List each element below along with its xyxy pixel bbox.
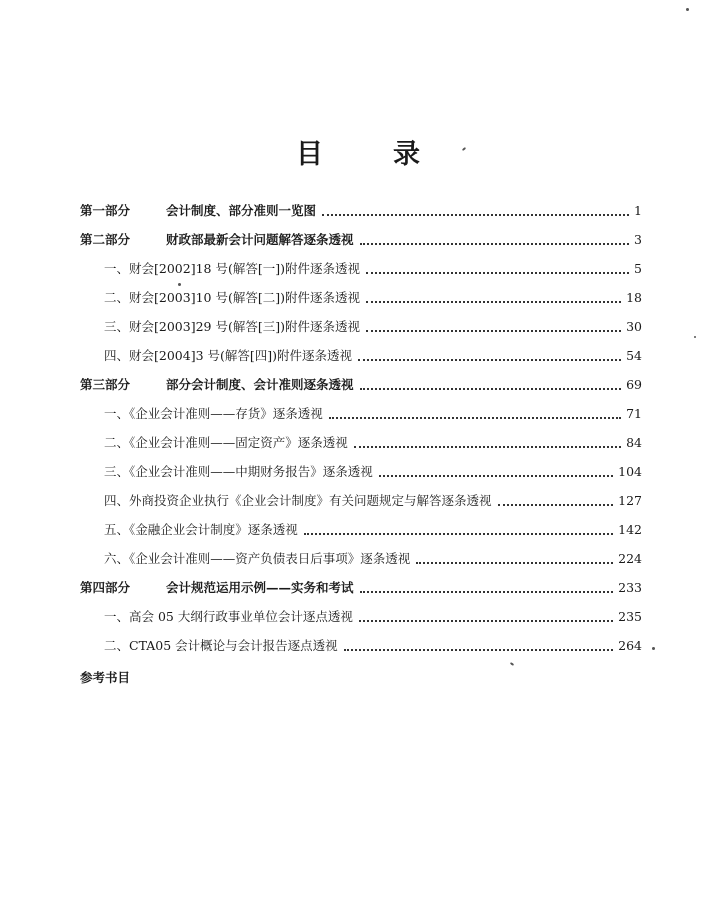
title-char-1: 目 bbox=[296, 139, 323, 170]
leader-dots bbox=[360, 387, 622, 390]
entry-title: 三、《企业会计准则——中期财务报告》逐条透视 bbox=[104, 464, 373, 479]
page-number: 235 bbox=[618, 609, 642, 624]
entry-title: 会计规范运用示例——实务和考试 bbox=[166, 580, 354, 595]
page-number: 3 bbox=[634, 232, 642, 247]
entry-title: 二、《企业会计准则——固定资产》逐条透视 bbox=[104, 435, 348, 450]
scan-speck bbox=[178, 283, 181, 286]
entry-title: 四、财会[2004]3 号(解答[四])附件逐条透视 bbox=[104, 348, 352, 363]
references-heading[interactable]: 参考书目 bbox=[80, 670, 131, 685]
page-number: 30 bbox=[626, 319, 642, 334]
scan-speck bbox=[694, 336, 696, 338]
leader-dots bbox=[366, 329, 621, 332]
scan-speck bbox=[686, 8, 689, 11]
part-label: 第一部分 bbox=[80, 203, 131, 218]
entry-title: 六、《企业会计准则——资产负债表日后事项》逐条透视 bbox=[104, 551, 411, 566]
page-number: 1 bbox=[634, 203, 642, 218]
toc-entry[interactable] bbox=[104, 633, 642, 655]
page-number: 69 bbox=[626, 377, 642, 392]
page-number: 71 bbox=[626, 406, 642, 421]
part-label: 第三部分 bbox=[80, 377, 131, 392]
toc-entry[interactable] bbox=[104, 604, 642, 626]
entry-title: 会计制度、部分准则一览图 bbox=[166, 203, 317, 218]
title-char-2: 录 bbox=[393, 139, 420, 170]
page-number: 224 bbox=[618, 551, 642, 566]
leader-dots bbox=[322, 213, 629, 216]
page-number: 84 bbox=[626, 435, 642, 450]
entry-title: 一、《企业会计准则——存货》逐条透视 bbox=[104, 406, 323, 421]
leader-dots bbox=[360, 590, 614, 593]
toc-entry[interactable] bbox=[104, 256, 642, 278]
page-number: 104 bbox=[618, 464, 642, 479]
leader-dots bbox=[498, 503, 614, 506]
toc-part-3[interactable] bbox=[80, 372, 642, 394]
scan-speck bbox=[652, 647, 655, 650]
entry-title: 二、CTA05 会计概论与会计报告逐点透视 bbox=[104, 638, 338, 653]
leader-dots bbox=[366, 300, 621, 303]
leader-dots bbox=[416, 561, 613, 564]
scan-speck bbox=[510, 662, 514, 666]
leader-dots bbox=[354, 445, 621, 448]
leader-dots bbox=[360, 242, 630, 245]
leader-dots bbox=[344, 648, 614, 651]
toc-part-2[interactable] bbox=[80, 227, 642, 249]
entry-title: 财政部最新会计问题解答逐条透视 bbox=[166, 232, 354, 247]
page-number: 264 bbox=[618, 638, 642, 653]
entry-title: 二、财会[2003]10 号(解答[二])附件逐条透视 bbox=[104, 290, 360, 305]
part-label: 第四部分 bbox=[80, 580, 131, 595]
toc-entry[interactable] bbox=[104, 546, 642, 568]
page-number: 18 bbox=[626, 290, 642, 305]
page-number: 127 bbox=[618, 493, 642, 508]
entry-title: 一、财会[2002]18 号(解答[一])附件逐条透视 bbox=[104, 261, 360, 276]
leader-dots bbox=[366, 271, 629, 274]
page-number: 142 bbox=[618, 522, 642, 537]
entry-title: 三、财会[2003]29 号(解答[三])附件逐条透视 bbox=[104, 319, 360, 334]
entry-title: 四、外商投资企业执行《企业会计制度》有关问题规定与解答逐条透视 bbox=[104, 493, 492, 508]
page-title bbox=[0, 132, 713, 170]
entry-title: 五、《金融企业会计制度》逐条透视 bbox=[104, 522, 298, 537]
toc-entry[interactable] bbox=[104, 343, 642, 365]
toc-entry[interactable] bbox=[104, 314, 642, 336]
page-number: 54 bbox=[626, 348, 642, 363]
leader-dots bbox=[304, 532, 613, 535]
entry-title: 一、高会 05 大纲行政事业单位会计逐点透视 bbox=[104, 609, 353, 624]
page-number: 233 bbox=[618, 580, 642, 595]
page-number: 5 bbox=[634, 261, 642, 276]
toc-entry[interactable] bbox=[104, 401, 642, 423]
leader-dots bbox=[329, 416, 621, 419]
toc-entry[interactable] bbox=[104, 459, 642, 481]
toc-part-1[interactable] bbox=[80, 198, 642, 220]
leader-dots bbox=[358, 358, 621, 361]
entry-title: 部分会计制度、会计准则逐条透视 bbox=[166, 377, 354, 392]
toc-entry[interactable] bbox=[104, 517, 642, 539]
toc-entry[interactable] bbox=[104, 430, 642, 452]
leader-dots bbox=[359, 619, 613, 622]
toc-part-4[interactable] bbox=[80, 575, 642, 597]
toc-entry[interactable] bbox=[104, 488, 642, 510]
part-label: 第二部分 bbox=[80, 232, 131, 247]
toc-entry[interactable] bbox=[104, 285, 642, 307]
leader-dots bbox=[379, 474, 613, 477]
